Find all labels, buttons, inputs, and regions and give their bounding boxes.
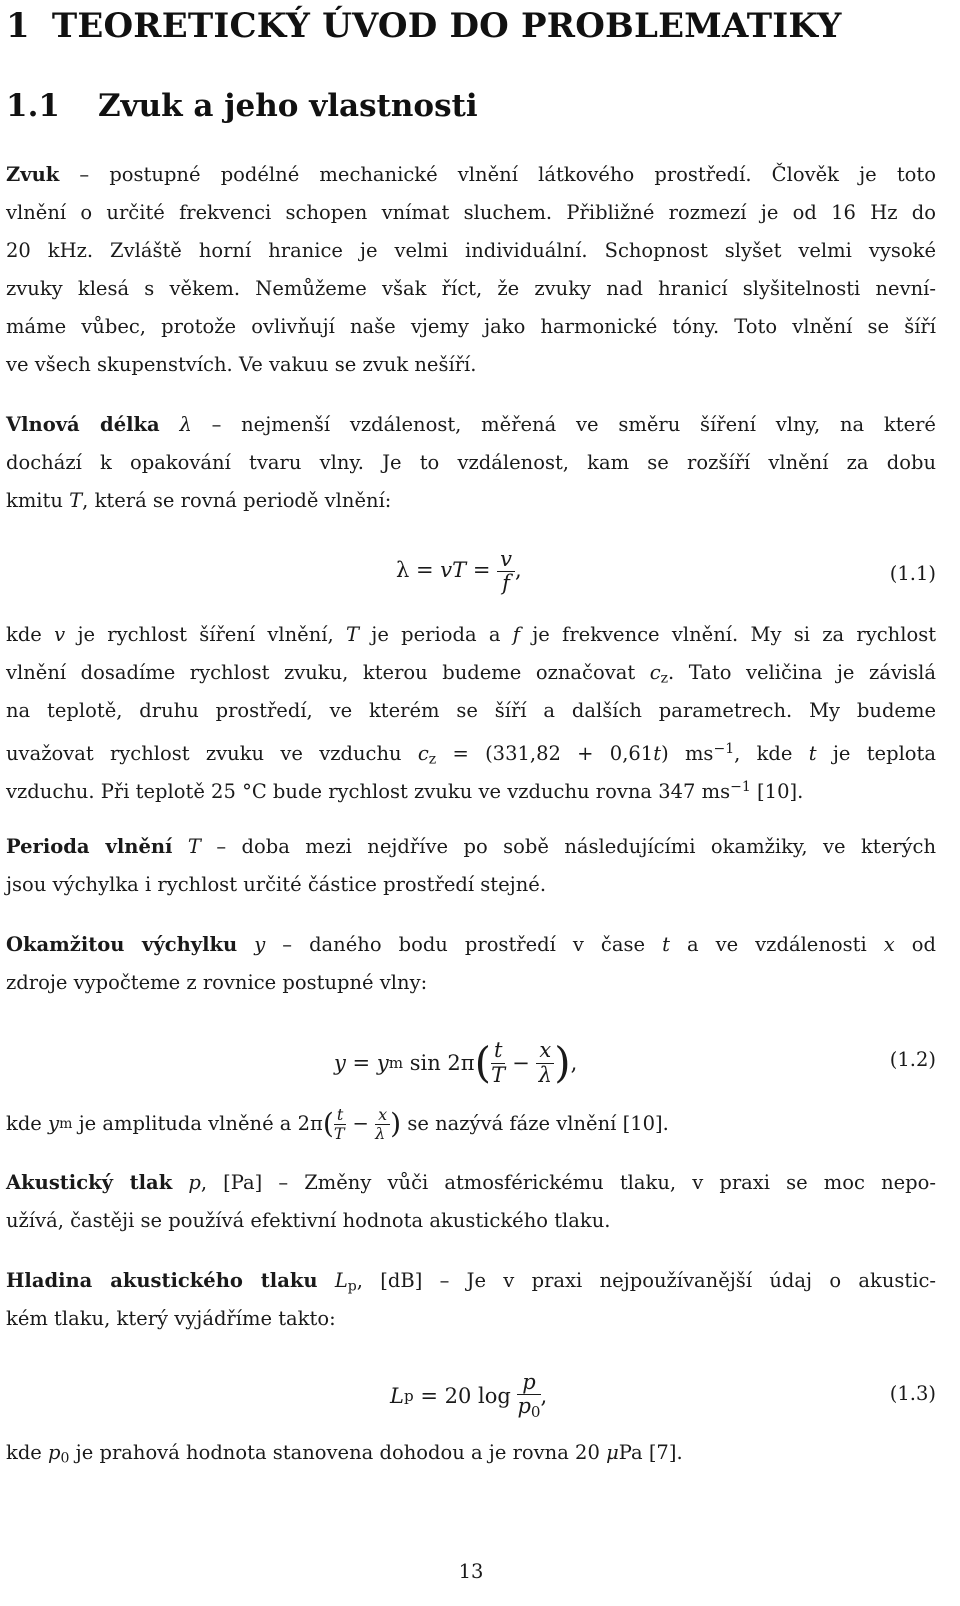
- eq-text: =: [345, 1051, 377, 1075]
- text-span: Pa [7].: [618, 1441, 683, 1464]
- eq-subscript: 0: [530, 1403, 541, 1422]
- text-span: kde: [6, 1441, 42, 1464]
- phase-fraction-x-over-lambda: [375, 1106, 390, 1142]
- document-page: [6, 0, 936, 1606]
- term-akusticky-tlak: Akustický tlak: [6, 1171, 173, 1194]
- fraction-numerator: t: [491, 1039, 505, 1063]
- paragraph-zvuk-line-4: zvuky klesá s věkem. Nemůžeme však říct, že zvuky nad hranicí slyšitelnosti nevní-: [6, 277, 936, 300]
- fraction-denominator: λ: [375, 1123, 386, 1143]
- eq-text: =: [466, 558, 498, 583]
- text-span: je amplituda vlněné a 2π: [78, 1112, 323, 1135]
- section-title: Zvuk a jeho vlastnosti: [97, 88, 478, 124]
- text-span: je prahová hodnota stanovena dohodou a je rovna 20: [75, 1441, 600, 1464]
- eq-fraction: [497, 548, 515, 595]
- symbol-L: L: [334, 1269, 348, 1292]
- symbol-t: t: [653, 742, 662, 766]
- symbol-mu: μ: [606, 1441, 619, 1464]
- paragraph-vlnova-line-2: dochází k opakování tvaru vlny. Je to vzdálenost, kam se rozšíří vlnění za dobu: [6, 451, 936, 474]
- text-span: , která se rovná periodě vlnění:: [82, 489, 392, 512]
- text-span: – nejmenší vzdálenost, měřená ve směru šíření vlny, na které: [211, 413, 936, 436]
- right-paren: ): [390, 1106, 402, 1140]
- chapter-heading: [6, 6, 936, 46]
- term-perioda: Perioda vlnění: [6, 835, 173, 858]
- text-span: , [dB] – Je v praxi nejpoužívanější údaj o akustic-: [356, 1269, 936, 1292]
- subscript-m: m: [59, 1116, 73, 1132]
- paragraph-zvuk-line-1: [6, 156, 936, 194]
- left-paren: (: [474, 1038, 491, 1087]
- paragraph-zvuk-line-6: ve všech skupenstvích. Ve vakuu se zvuk nešíří.: [6, 353, 477, 376]
- symbol-T: T: [69, 489, 83, 512]
- text-span: uvažovat rychlost zvuku ve vzduchu: [6, 742, 402, 766]
- symbol-c: c: [417, 742, 429, 766]
- paragraph-hladina-line-2: kém tlaku, který vyjádříme takto:: [6, 1307, 336, 1330]
- superscript: −1: [730, 779, 751, 795]
- paragraph-vlnova-line-1: [6, 406, 936, 444]
- paragraph-zvuk-line-3: 20 kHz. Zvláště horní hranice je velmi individuální. Schopnost slyšet velmi vysoké: [6, 239, 936, 262]
- text-span: – postupné podélné mechanické vlnění látkového prostředí. Člověk je toto: [79, 163, 936, 186]
- paragraph-kde1-line-2: [6, 654, 936, 692]
- text-span: vlnění dosadíme rychlost zvuku, kterou budeme označovat: [6, 661, 636, 684]
- paragraph-akusticky-line-2: užívá, častěji se používá efektivní hodnota akustického tlaku.: [6, 1209, 611, 1232]
- chapter-number: 1: [6, 6, 30, 46]
- section-number: 1.1: [6, 88, 60, 124]
- phase-fraction-t-over-T: [334, 1106, 346, 1142]
- term-hladina-akustickeho-tlaku: Hladina akustického tlaku: [6, 1269, 318, 1292]
- paragraph-akusticky-line-1: [6, 1164, 936, 1202]
- paragraph-zvuk-line-2: vlnění o určité frekvenci schopen vnímat sluchem. Přibližné rozmezí je od 16 Hz do: [6, 201, 936, 224]
- term-zvuk: Zvuk: [6, 163, 60, 186]
- term-vlnova-delka: Vlnová délka: [6, 413, 160, 436]
- fraction-numerator: v: [497, 548, 515, 572]
- symbol-t: t: [808, 742, 817, 766]
- equation-number: (1.1): [889, 562, 936, 585]
- text-span: vzduchu. Při teplotě 25 °C bude rychlost zvuku ve vzduchu rovna 347 ms: [6, 780, 731, 804]
- subscript-z: z: [428, 751, 437, 768]
- fraction-denominator: T: [333, 1123, 345, 1143]
- eq-text: ,: [514, 558, 522, 583]
- superscript: −1: [713, 741, 735, 757]
- eq-symbol: y: [376, 1051, 389, 1075]
- paragraph-kde3: [6, 1434, 936, 1472]
- eq-text: ,: [570, 1051, 578, 1075]
- equation-1-1: [6, 548, 936, 612]
- paragraph-hladina-line-1: [6, 1262, 936, 1300]
- eq-fraction-t-over-T: [491, 1039, 505, 1086]
- text-span: , [Pa] – Změny vůči atmosférickému tlaku, v praxi se moc nepo-: [200, 1171, 936, 1194]
- text-span: – daného bodu prostředí v čase: [282, 933, 646, 956]
- text-span: , kde: [734, 742, 793, 766]
- fraction-numerator: x: [375, 1106, 390, 1125]
- fraction-numerator: x: [536, 1039, 554, 1063]
- symbol-lambda: λ: [179, 413, 192, 436]
- text-span: – doba mezi nejdříve po sobě následujícími okamžiky, ve kterých: [216, 835, 936, 858]
- text-span: kde: [6, 623, 42, 646]
- fraction-numerator: p: [517, 1371, 540, 1395]
- text-span: kmitu: [6, 489, 63, 512]
- subscript-0: 0: [60, 1450, 70, 1467]
- chapter-title: TEORETICKÝ ÚVOD DO PROBLEMATIKY: [51, 6, 842, 46]
- page-number: 13: [458, 1560, 484, 1583]
- symbol-T: T: [187, 835, 201, 858]
- paragraph-kde2: [6, 1100, 936, 1148]
- eq-symbol: vT: [440, 558, 467, 583]
- eq-text: = 20 log: [413, 1384, 518, 1408]
- section-heading: [6, 86, 936, 126]
- fraction-denominator: T: [491, 1062, 506, 1087]
- subscript-z: z: [660, 670, 669, 687]
- fraction-denominator: f: [502, 571, 510, 596]
- fraction-denominator: λ: [538, 1062, 552, 1087]
- text-span: = (331,82 + 0,61: [436, 742, 654, 766]
- fraction-numerator: t: [334, 1106, 346, 1125]
- eq-text: sin 2π: [403, 1051, 475, 1075]
- equation-1-3: [6, 1360, 936, 1432]
- paragraph-kde1-line-5: [6, 768, 936, 806]
- eq-fraction-p-over-p0: [517, 1371, 540, 1420]
- text-span: [10].: [750, 780, 804, 804]
- text-span: a ve vzdálenosti: [686, 933, 867, 956]
- text-span: je teplota: [832, 742, 937, 766]
- term-okamzita-vychylka: Okamžitou výchylku: [6, 933, 238, 956]
- paragraph-kde1-line-1: [6, 616, 936, 654]
- paragraph-perioda-line-2: jsou výchylka i rychlost určité částice prostředí stejné.: [6, 873, 547, 896]
- symbol-p: p: [188, 1171, 201, 1194]
- equation-1-2: [6, 1028, 936, 1098]
- eq-symbol: y: [334, 1051, 346, 1075]
- equation-number: (1.3): [889, 1382, 936, 1405]
- symbol-p: p: [48, 1441, 61, 1464]
- eq-text: λ =: [396, 558, 441, 583]
- equation-number: (1.2): [889, 1048, 936, 1071]
- eq-subscript: p: [403, 1387, 414, 1405]
- symbol-x: x: [883, 933, 895, 956]
- eq-text: −: [505, 1051, 537, 1075]
- paragraph-okamzita-line-1: [6, 926, 936, 964]
- text-span: se nazývá fáze vlnění [10].: [407, 1112, 669, 1135]
- text-span: −: [346, 1112, 376, 1135]
- symbol-y: y: [254, 933, 266, 956]
- paragraph-vlnova-line-3: [6, 482, 936, 520]
- symbol-v: v: [54, 623, 66, 646]
- symbol-y: y: [48, 1112, 60, 1135]
- text-span: je perioda a: [371, 623, 501, 646]
- left-paren: (: [322, 1106, 334, 1140]
- paragraph-okamzita-line-2: zdroje vypočteme z rovnice postupné vlny:: [6, 971, 428, 994]
- text-span: ) ms: [661, 742, 714, 766]
- symbol-f: f: [512, 623, 520, 646]
- eq-text: ,: [540, 1384, 548, 1408]
- eq-symbol: L: [390, 1384, 404, 1408]
- paragraph-perioda-line-1: [6, 828, 936, 866]
- fraction-denominator: [517, 1395, 540, 1420]
- symbol-c: c: [649, 661, 661, 684]
- text-span: kde: [6, 1112, 42, 1135]
- paragraph-kde1-line-3: na teplotě, druhu prostředí, ve kterém se šíří a dalších parametrech. My budeme: [6, 699, 936, 722]
- text-span: od: [911, 933, 937, 956]
- symbol-T: T: [346, 623, 360, 646]
- paragraph-kde1-line-4: [6, 730, 936, 768]
- paragraph-zvuk-line-5: máme vůbec, protože ovlivňují naše vjemy jako harmonické tóny. Toto vlnění se šíří: [6, 315, 936, 338]
- eq-subscript: m: [388, 1054, 404, 1072]
- text-span: . Tato veličina je závislá: [668, 661, 937, 684]
- subscript-p: p: [347, 1278, 357, 1295]
- eq-symbol: p: [517, 1394, 531, 1419]
- text-span: je frekvence vlnění. My si za rychlost: [532, 623, 937, 646]
- right-paren: ): [554, 1038, 571, 1087]
- text-span: je rychlost šíření vlnění,: [77, 623, 334, 646]
- symbol-t: t: [662, 933, 670, 956]
- eq-fraction-x-over-lambda: [536, 1039, 554, 1086]
